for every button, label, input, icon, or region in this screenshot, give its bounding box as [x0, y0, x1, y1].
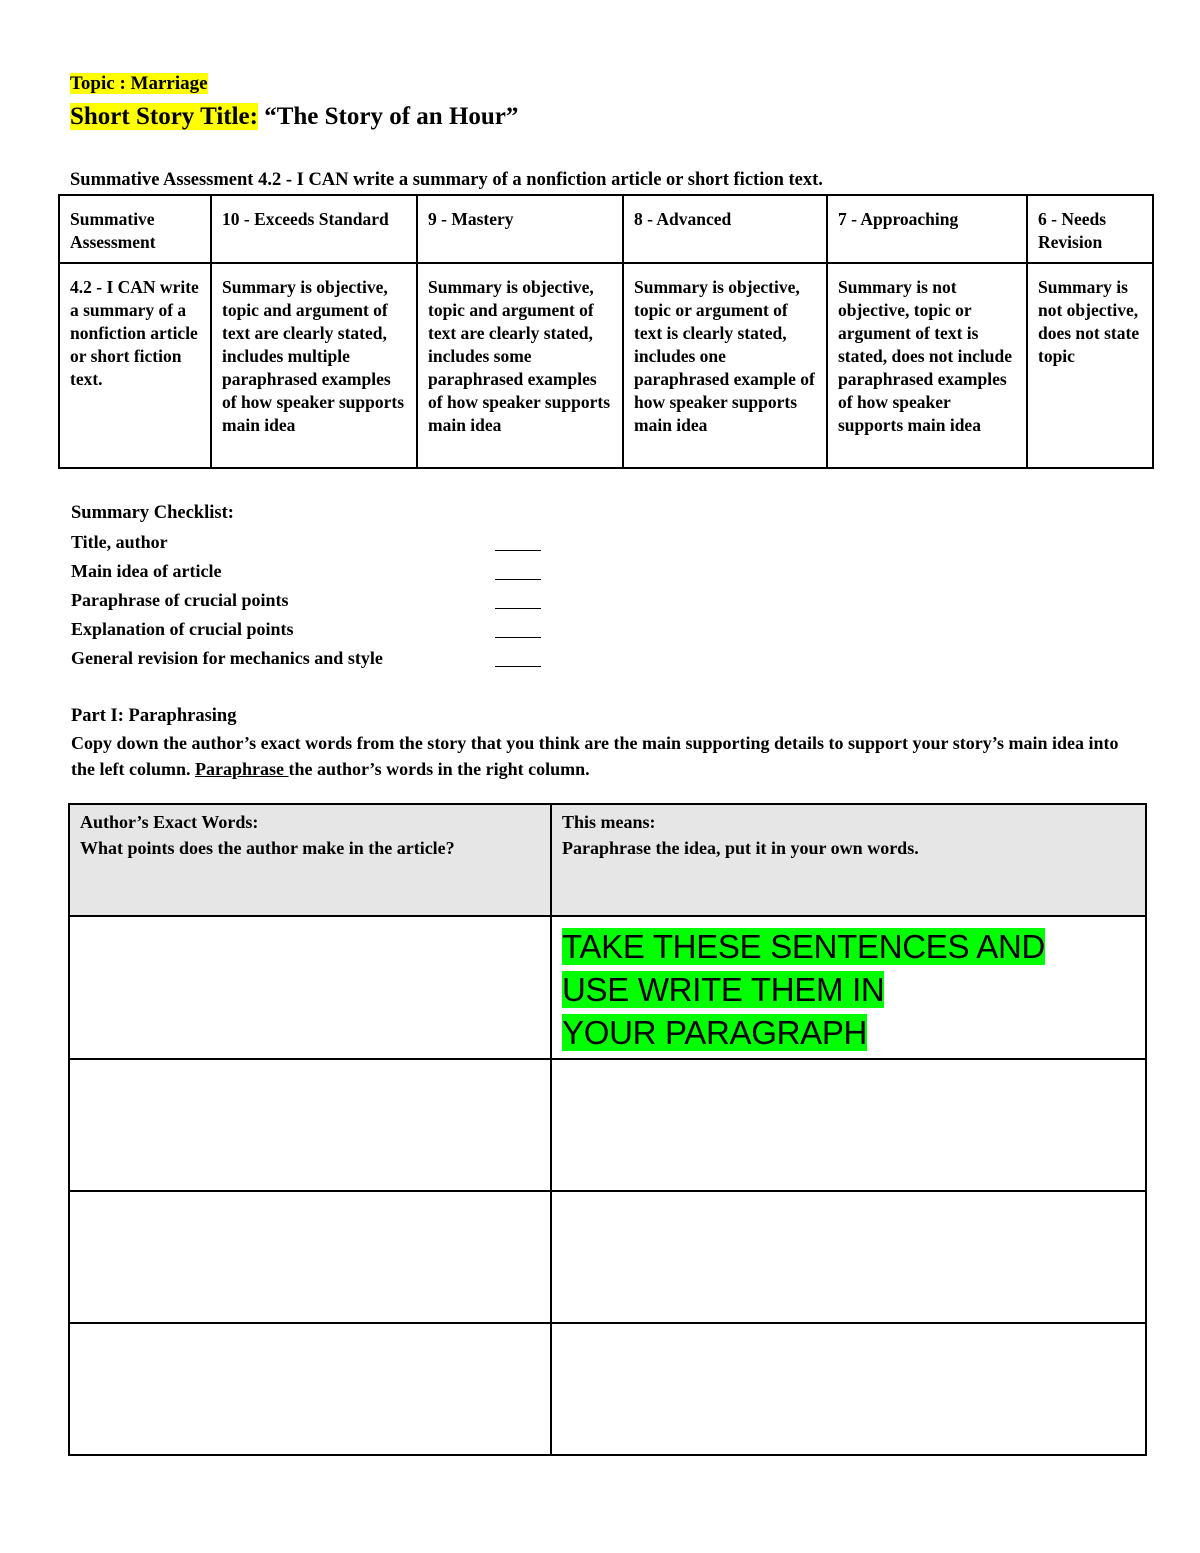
- rubric-header-cell: 6 - Needs Revision: [1027, 195, 1153, 263]
- rubric-cell: Summary is objective, topic and argument of text are clearly stated, includes multiple paraphrased examples of how speaker supports main idea: [211, 263, 417, 468]
- paraphrase-table: [68, 803, 1147, 1456]
- authors-words-cell[interactable]: [69, 1191, 551, 1323]
- paraphrase-row: [69, 1323, 1146, 1455]
- rubric-header-cell: 8 - Advanced: [623, 195, 827, 263]
- story-title-value: “The Story of an Hour”: [257, 103, 519, 130]
- instruction-text: Copy down the author’s exact words from the story that you think are the main supporting details to support your story’s main idea into the left column.: [71, 733, 1119, 779]
- green-highlight-note: [562, 925, 1135, 1054]
- rubric-cell: Summary is not objective, does not state topic: [1027, 263, 1153, 468]
- this-means-cell[interactable]: [551, 916, 1146, 1059]
- paraphrase-row: [69, 1059, 1146, 1191]
- instruction-text-end: the author’s words in the right column.: [288, 759, 590, 779]
- topic-line: [70, 72, 208, 96]
- checklist-item: [71, 646, 551, 675]
- rubric-cell: Summary is not objective, topic or argument of text is stated, does not include paraphrased examples of how speaker supports main idea: [827, 263, 1027, 468]
- checklist-title: Summary Checklist:: [71, 503, 234, 523]
- checklist-item-label: Title, author: [71, 532, 168, 552]
- checklist-item: [71, 530, 551, 559]
- checklist-blank[interactable]: [495, 666, 541, 667]
- paraphrase-header-row: [69, 804, 1146, 916]
- rubric-cell: Summary is objective, topic or argument of text is clearly stated, includes one paraphrased example of how speaker supports main idea: [623, 263, 827, 468]
- checklist-item: [71, 617, 551, 646]
- rubric-header-cell: 9 - Mastery: [417, 195, 623, 263]
- checklist-blank[interactable]: [495, 637, 541, 638]
- rubric-header-cell: 10 - Exceeds Standard: [211, 195, 417, 263]
- checklist-item-label: General revision for mechanics and style: [71, 648, 383, 668]
- story-title-line: [70, 101, 518, 133]
- paraphrase-row: [69, 1191, 1146, 1323]
- checklist-blank[interactable]: [495, 550, 541, 551]
- rubric-header-row: [59, 195, 1153, 263]
- checklist-item: [71, 559, 551, 588]
- checklist-item-label: Paraphrase of crucial points: [71, 590, 289, 610]
- rubric-criteria-row: [59, 263, 1153, 468]
- summary-checklist: [71, 530, 551, 675]
- rubric-header-cell: 7 - Approaching: [827, 195, 1027, 263]
- rubric-header-cell: Summative Assessment: [59, 195, 211, 263]
- checklist-blank[interactable]: [495, 608, 541, 609]
- this-means-cell[interactable]: [551, 1191, 1146, 1323]
- part1-instructions: [71, 730, 1141, 782]
- authors-words-cell[interactable]: [69, 1323, 551, 1455]
- authors-words-title: Author’s Exact Words:: [80, 812, 259, 832]
- note-line: USE WRITE THEM IN: [562, 971, 885, 1008]
- authors-words-subtitle: What points does the author make in the article?: [80, 838, 455, 858]
- story-title-label: Short Story Title:: [70, 103, 258, 130]
- this-means-cell[interactable]: [551, 1323, 1146, 1455]
- note-line: YOUR PARAGRAPH: [562, 1014, 868, 1051]
- checklist-blank[interactable]: [495, 579, 541, 580]
- this-means-header: [551, 804, 1146, 916]
- authors-words-cell[interactable]: [69, 916, 551, 1059]
- rubric-cell: 4.2 - I CAN write a summary of a nonfiction article or short fiction text.: [59, 263, 211, 468]
- authors-words-header: [69, 804, 551, 916]
- assessment-heading: Summative Assessment 4.2 - I CAN write a summary of a nonfiction article or short fiction text.: [70, 170, 823, 190]
- note-line: TAKE THESE SENTENCES AND: [562, 928, 1046, 965]
- rubric-table: [58, 194, 1154, 469]
- topic-text: Topic : Marriage: [70, 73, 208, 94]
- checklist-item: [71, 588, 551, 617]
- checklist-item-label: Main idea of article: [71, 561, 222, 581]
- instruction-underlined: Paraphrase: [194, 759, 289, 779]
- part1-title: Part I: Paraphrasing: [71, 706, 237, 726]
- this-means-subtitle: Paraphrase the idea, put it in your own words.: [562, 838, 919, 858]
- paraphrase-row: [69, 916, 1146, 1059]
- this-means-cell[interactable]: [551, 1059, 1146, 1191]
- authors-words-cell[interactable]: [69, 1059, 551, 1191]
- checklist-item-label: Explanation of crucial points: [71, 619, 294, 639]
- this-means-title: This means:: [562, 812, 656, 832]
- rubric-cell: Summary is objective, topic and argument of text are clearly stated, includes some paraphrased examples of how speaker supports main idea: [417, 263, 623, 468]
